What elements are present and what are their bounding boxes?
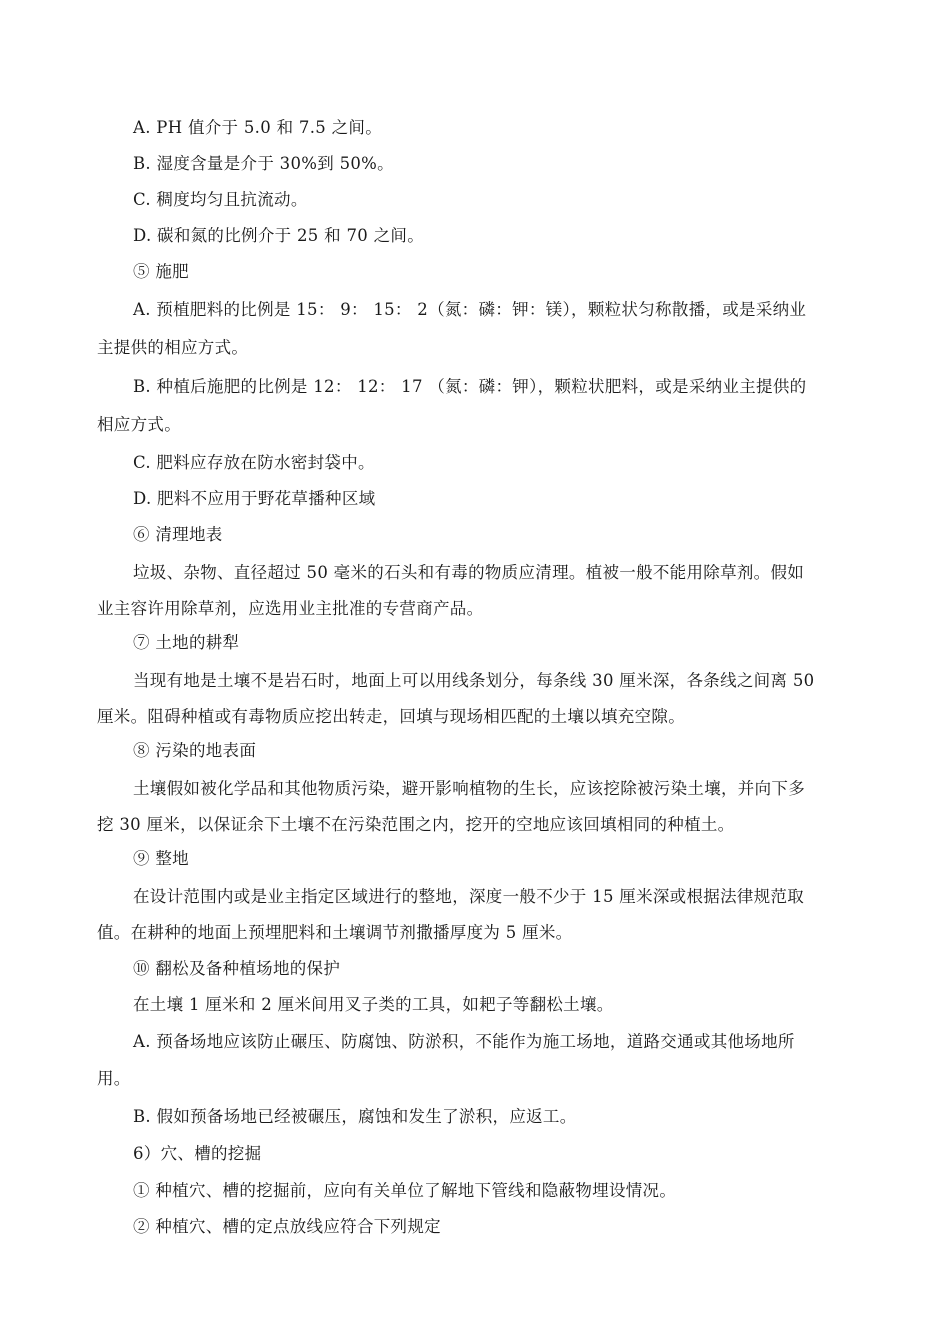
- paragraph-line: A. 预植肥料的比例是 15： 9： 15： 2（氮：磷：钾：镁），颗粒状匀称散播，或是采纳业: [133, 300, 807, 319]
- paragraph-line: 相应方式。: [97, 415, 181, 434]
- paragraph-line: B. 假如预备场地已经被碾压，腐蚀和发生了淤积，应返工。: [133, 1107, 577, 1126]
- paragraph-line: ① 种植穴、槽的挖掘前，应向有关单位了解地下管线和隐蔽物埋设情况。: [133, 1181, 677, 1200]
- paragraph-line: A. 预备场地应该防止碾压、防腐蚀、防淤积，不能作为施工场地，道路交通或其他场地所: [133, 1032, 795, 1051]
- ph-requirement: A. PH 值介于 5.0 和 7.5 之间。: [133, 118, 383, 137]
- section-heading-grading: ⑨ 整地: [133, 849, 189, 868]
- paragraph-line: 用。: [97, 1069, 131, 1088]
- section-heading-fertilizing: ⑤ 施肥: [133, 262, 189, 281]
- paragraph-line: B. 种植后施肥的比例是 12： 12： 17 （氮：磷：钾），颗粒状肥料，或是采纳业主提供的: [133, 377, 807, 396]
- paragraph-line: 当现有地是土壤不是岩石时，地面上可以用线条划分，每条线 30 厘米深，各条线之间离 50: [133, 671, 815, 690]
- paragraph-line: 在设计范围内或是业主指定区域进行的整地，深度一般不少于 15 厘米深或根据法律规范取: [133, 887, 805, 906]
- consistency-requirement: C. 稠度均匀且抗流动。: [133, 190, 308, 209]
- paragraph-line: 值。在耕种的地面上预埋肥料和土壤调节剂撒播厚度为 5 厘米。: [97, 923, 573, 942]
- paragraph-line: 厘米。阻碍种植或有毒物质应挖出转走，回填与现场相匹配的土壤以填充空隙。: [97, 707, 685, 726]
- moisture-requirement: B. 湿度含量是介于 30%到 50%。: [133, 154, 394, 173]
- paragraph-line: 挖 30 厘米，以保证余下土壤不在污染范围之内，挖开的空地应该回填相同的种植土。: [97, 815, 735, 834]
- section-heading-loosening-protection: ⑩ 翻松及备种植场地的保护: [133, 959, 341, 978]
- section-heading-clear-surface: ⑥ 清理地表: [133, 525, 223, 544]
- paragraph-line: 主提供的相应方式。: [97, 338, 249, 357]
- paragraph-line: 业主容许用除草剂，应选用业主批准的专营商产品。: [97, 599, 484, 618]
- paragraph-line: ② 种植穴、槽的定点放线应符合下列规定: [133, 1217, 441, 1236]
- carbon-nitrogen-requirement: D. 碳和氮的比例介于 25 和 70 之间。: [133, 226, 425, 245]
- paragraph-line: 土壤假如被化学品和其他物质污染，避开影响植物的生长，应该挖除被污染土壤，并向下多: [133, 779, 805, 798]
- paragraph-line: D. 肥料不应用于野花草播种区域: [133, 489, 376, 508]
- section-heading-plowing: ⑦ 土地的耕犁: [133, 633, 240, 652]
- paragraph-line: C. 肥料应存放在防水密封袋中。: [133, 453, 375, 472]
- section-heading-contaminated-surface: ⑧ 污染的地表面: [133, 741, 257, 760]
- paragraph-line: 垃圾、杂物、直径超过 50 毫米的石头和有毒的物质应清理。植被一般不能用除草剂。假如: [133, 563, 805, 582]
- paragraph-line: 在土壤 1 厘米和 2 厘米间用叉子类的工具，如耙子等翻松土壤。: [133, 995, 614, 1014]
- section-heading-pit-trench-excavation: 6）穴、槽的挖掘: [133, 1144, 262, 1163]
